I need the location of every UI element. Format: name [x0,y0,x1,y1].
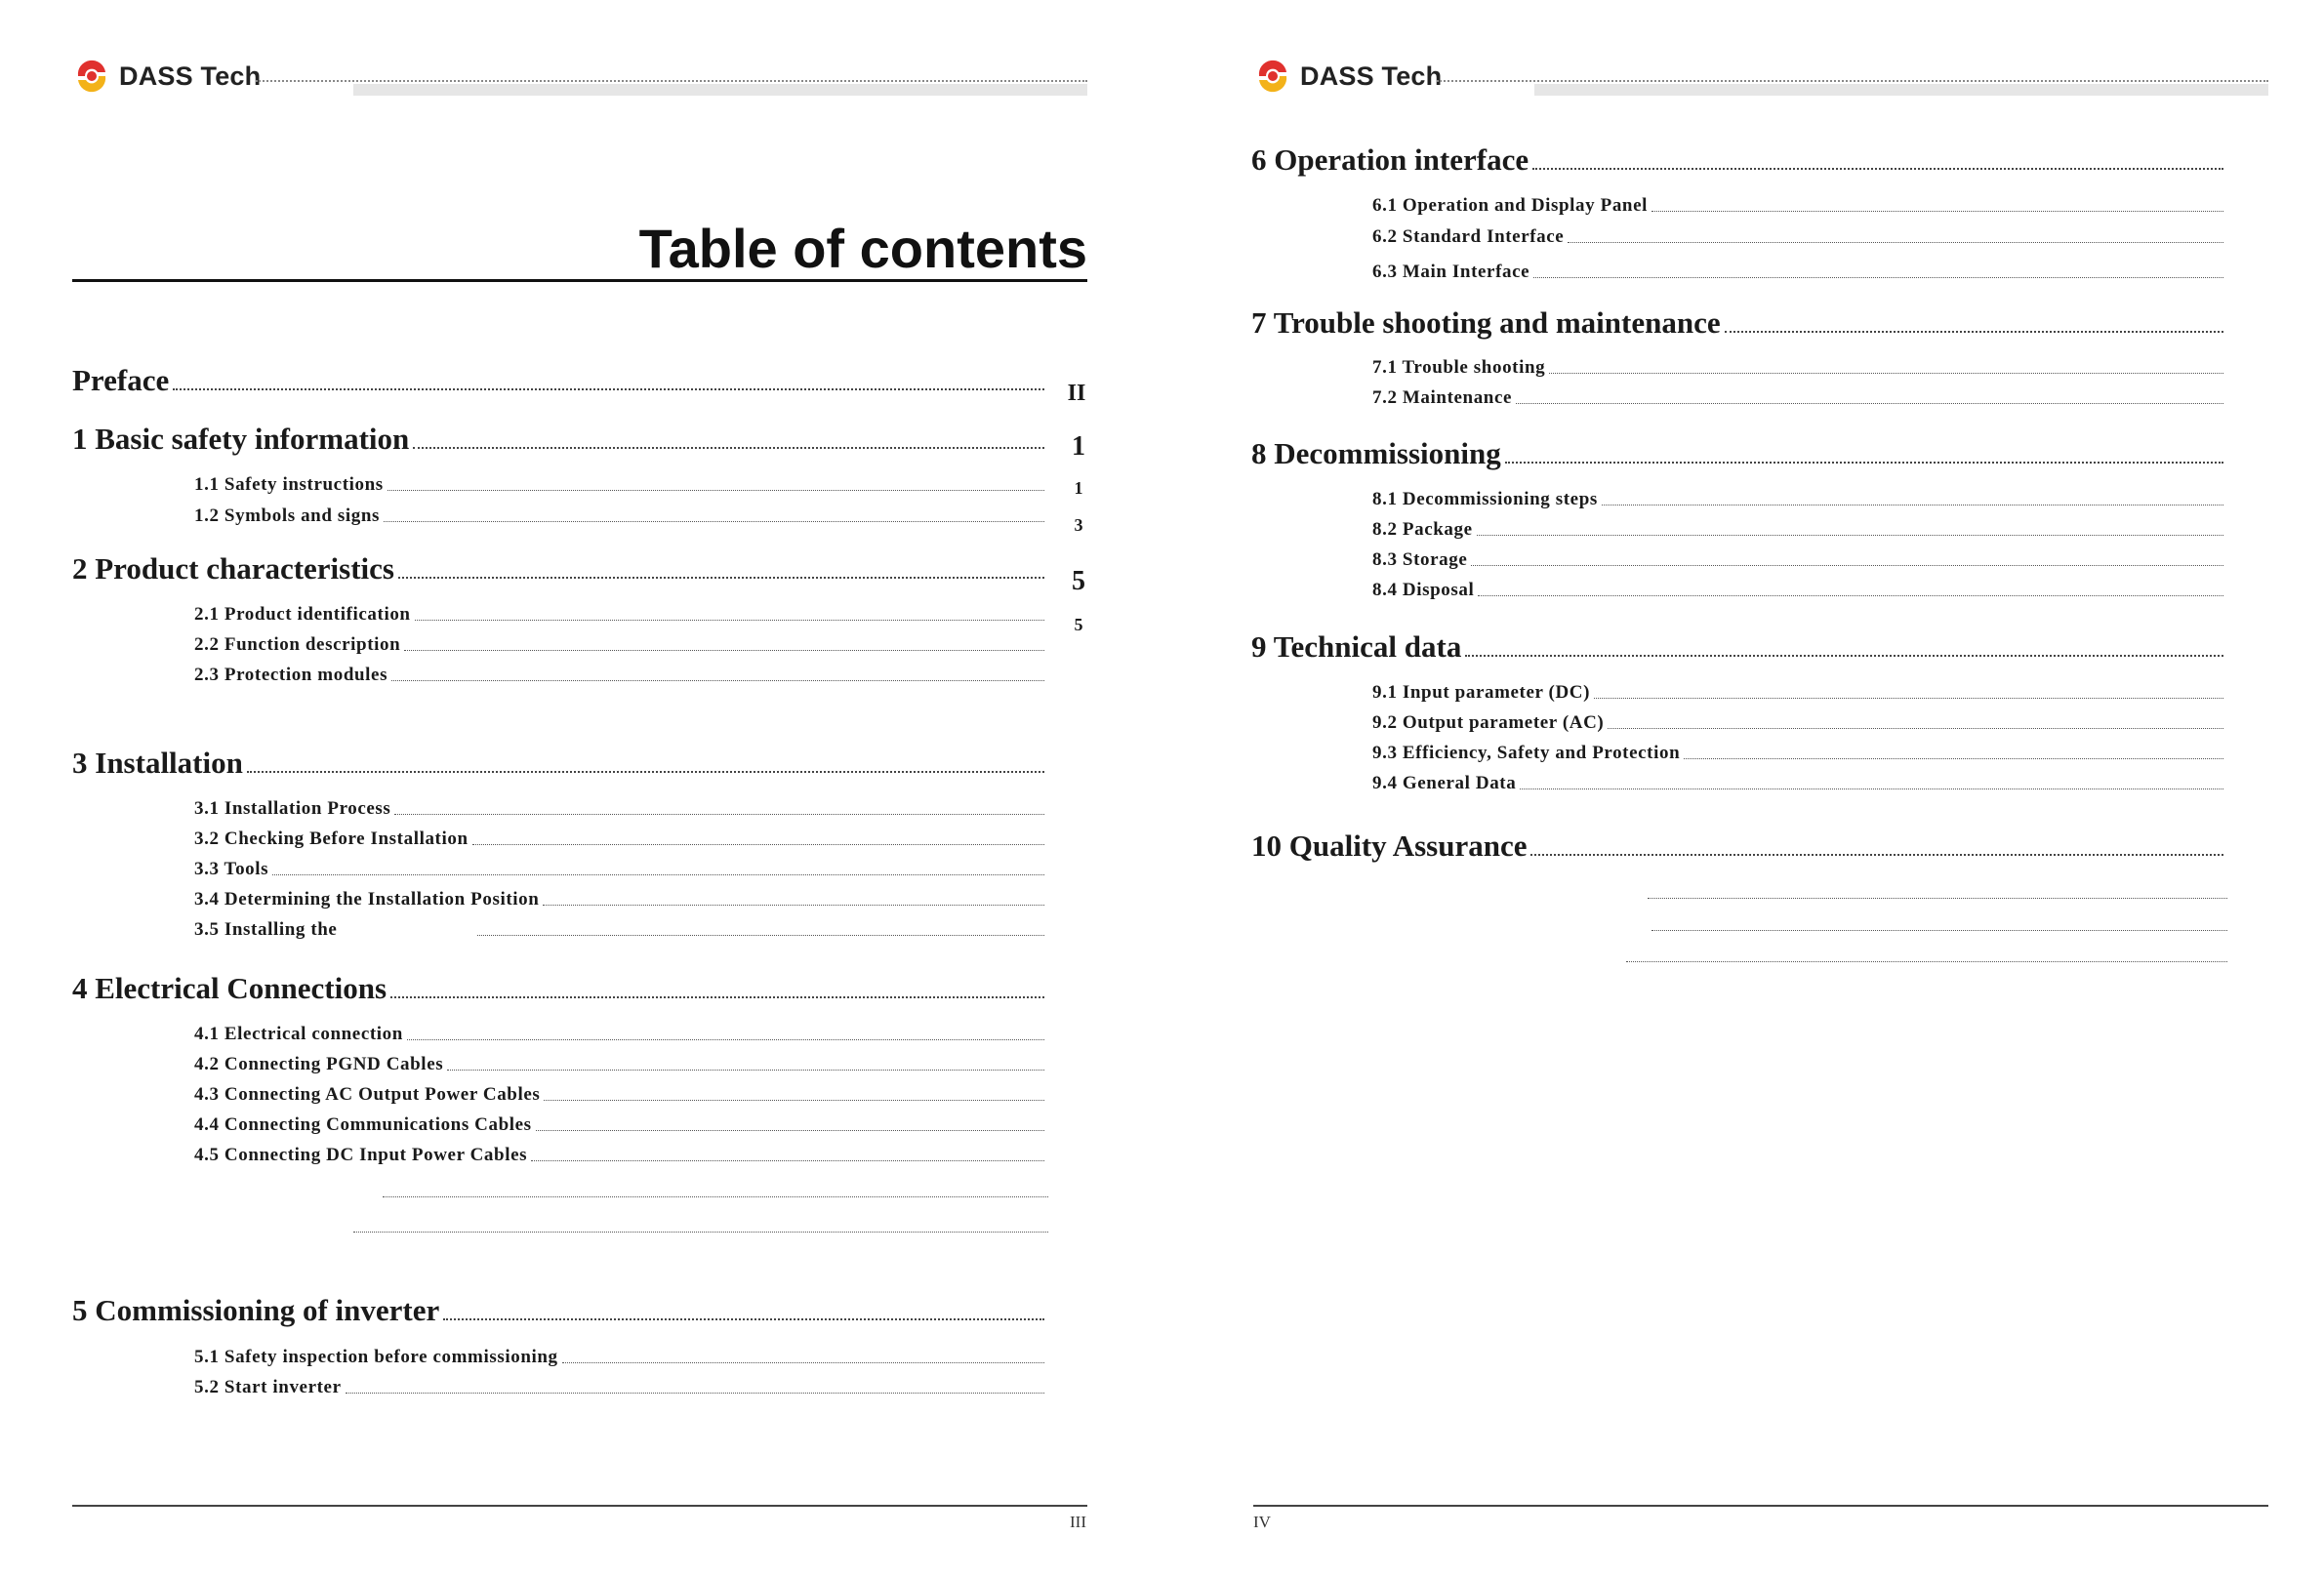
toc-label: 6.2 Standard Interface [1372,226,1565,247]
toc-label: 4.3 Connecting AC Output Power Cables [194,1084,541,1105]
toc-entry-chapter-5[interactable] [72,1293,1048,1328]
toc-label: 3.3 Tools [194,859,269,879]
toc-label: 4.1 Electrical connection [194,1024,403,1044]
toc-entry-chapter-7[interactable] [1251,305,2227,341]
right-page [1181,0,2324,1577]
toc-label: 4.5 Connecting DC Input Power Cables [194,1145,528,1165]
toc-entry-chapter-10[interactable] [1251,829,2227,864]
toc-page-number: 1 [1074,478,1083,498]
toc-entry-preface[interactable] [72,363,1048,398]
title-rule [72,279,1087,282]
toc-label: 5.1 Safety inspection before commissioning [194,1347,558,1367]
dot-leader [543,905,1044,906]
toc-page-number: 5 [1072,566,1085,596]
toc-label: 7 Trouble shooting and maintenance [1251,305,1721,340]
dot-leader [1684,758,2223,759]
dot-leader [1532,168,2223,170]
toc-entry-7-2[interactable] [1372,387,2227,409]
dot-leader [1594,698,2223,699]
toc-entry-8-4[interactable] [1372,580,2227,601]
footer-rule [72,1505,1087,1507]
toc-label: 6.1 Operation and Display Panel [1372,195,1648,216]
dot-leader [1626,961,2227,962]
toc-label: 7.2 Maintenance [1372,387,1513,408]
toc-entry-6-3[interactable] [1372,262,2227,283]
toc-entry-9-3[interactable] [1372,743,2227,764]
toc-entry-6-2[interactable] [1372,226,2227,248]
toc-entry-5-2[interactable] [194,1377,1048,1398]
header-dotted-rule [1437,80,2268,82]
toc-label: 1.1 Safety instructions [194,474,384,495]
dass-logo-icon [72,57,111,96]
header-dotted-rule [256,80,1087,82]
toc-label: 2.1 Product identification [194,604,411,625]
toc-entry-1-1[interactable] [194,474,1048,496]
toc-label: 8.3 Storage [1372,549,1468,570]
toc-entry-8-2[interactable] [1372,519,2227,541]
toc-page-number: 5 [1074,615,1083,634]
toc-label: 3.4 Determining the Installation Position [194,889,540,910]
dot-leader [1516,403,2223,404]
toc-entry-2-3[interactable] [194,665,1048,686]
toc-entry-8-3[interactable] [1372,549,2227,571]
toc-entry-2-1[interactable] [194,604,1048,626]
toc-label: 1 Basic safety information [72,422,410,456]
toc-label: 8.2 Package [1372,519,1473,540]
brand-name: DASS Tech [1300,61,1443,91]
toc-entry-3-1[interactable] [194,798,1048,820]
toc-entry-6-1[interactable] [1372,195,2227,217]
dot-leader [407,1039,1044,1040]
header-gray-bar [353,84,1087,96]
toc-label: 3.2 Checking Before Installation [194,829,469,849]
toc-entry-4-4[interactable] [194,1114,1048,1136]
brand-header [1253,57,1442,96]
toc-entry-chapter-2[interactable] [72,551,1048,586]
toc-entry-chapter-8[interactable] [1251,436,2227,471]
dot-leader [1651,930,2227,931]
toc-label: 8.1 Decommissioning steps [1372,489,1598,509]
dot-leader [247,771,1044,773]
dot-leader [562,1362,1044,1363]
toc-label: 2 Product characteristics [72,551,394,586]
dot-leader [387,490,1044,491]
toc-entry-4-3[interactable] [194,1084,1048,1106]
footer-rule [1253,1505,2268,1507]
brand-name: DASS Tech [119,61,262,91]
toc-entry-chapter-9[interactable] [1251,629,2227,665]
toc-label: 2.3 Protection modules [194,665,388,685]
dot-leader [1568,242,2223,243]
dot-leader [1651,211,2223,212]
dot-leader [394,814,1044,815]
dot-leader [1608,728,2223,729]
toc-label: 8.4 Disposal [1372,580,1475,600]
toc-entry-9-4[interactable] [1372,773,2227,794]
toc-label: 6.3 Main Interface [1372,262,1530,282]
toc-label: Preface [72,363,170,397]
toc-label: 9.3 Efficiency, Safety and Protection [1372,743,1681,763]
toc-label: 1.2 Symbols and signs [194,505,381,526]
dot-leader [536,1130,1044,1131]
dot-leader [1477,535,2223,536]
dot-leader [1549,373,2223,374]
dot-leader [173,388,1044,390]
dot-leader [353,1232,1048,1233]
dot-leader [1505,462,2223,464]
dot-leader [443,1318,1044,1320]
dot-leader [1648,898,2227,899]
toc-label: 5.2 Start inverter [194,1377,342,1397]
toc-entry-4-2[interactable] [194,1054,1048,1075]
dot-leader [531,1160,1044,1161]
dot-leader [1465,655,2223,657]
toc-entry-9-2[interactable] [1372,712,2227,734]
toc-entry-5-1[interactable] [194,1347,1048,1368]
toc-label: 10 Quality Assurance [1251,829,1528,863]
toc-entry-9-1[interactable] [1372,682,2227,704]
toc-page-number: 3 [1074,515,1083,535]
toc-label: 9 Technical data [1251,629,1462,664]
dot-leader [413,447,1044,449]
dot-leader [1478,595,2223,596]
toc-label: 4.2 Connecting PGND Cables [194,1054,444,1074]
toc-entry-3-4[interactable] [194,889,1048,910]
dot-leader [544,1100,1044,1101]
toc-label: 4.4 Connecting Communications Cables [194,1114,532,1135]
toc-label: 9.2 Output parameter (AC) [1372,712,1605,733]
toc-page-number: 1 [1072,431,1085,462]
dot-leader [346,1393,1044,1394]
dot-leader [1725,331,2223,333]
dot-leader [391,680,1044,681]
page-title: Table of contents [638,218,1087,279]
dot-leader [1520,788,2223,789]
dot-leader [384,521,1044,522]
toc-entry-4-5[interactable] [194,1145,1048,1166]
toc-entry-3-5[interactable] [194,919,1048,941]
dot-leader [1530,854,2223,856]
toc-label: 9.1 Input parameter (DC) [1372,682,1591,703]
toc-entry-4-1[interactable] [194,1024,1048,1045]
toc-label: 2.2 Function description [194,634,401,655]
toc-label: 3.5 Installing the [194,919,338,940]
header-gray-bar [1534,84,2268,96]
toc-entry-chapter-3[interactable] [72,746,1048,781]
dot-leader [390,996,1044,998]
toc-label: 7.1 Trouble shooting [1372,357,1546,378]
toc-entry-7-1[interactable] [1372,357,2227,379]
brand-header [72,57,261,96]
toc-entry-chapter-6[interactable] [1251,142,2227,178]
dass-logo-icon [1253,57,1292,96]
toc-entry-chapter-1[interactable] [72,422,1048,457]
toc-entry-2-2[interactable] [194,634,1048,656]
toc-label: 4 Electrical Connections [72,971,387,1005]
toc-label: 9.4 General Data [1372,773,1517,793]
dot-leader [272,874,1044,875]
dot-leader [1471,565,2223,566]
toc-label: 5 Commissioning of inverter [72,1293,440,1327]
dot-leader [398,577,1044,579]
toc-label: 8 Decommissioning [1251,436,1501,470]
toc-label: 3.1 Installation Process [194,798,391,819]
toc-page-number: II [1067,381,1086,406]
dot-leader [404,650,1044,651]
dot-leader [472,844,1044,845]
toc-entry-8-1[interactable] [1372,489,2227,510]
dot-leader [383,1196,1048,1197]
footer-page-number: III [1070,1513,1086,1531]
toc-entry-3-2[interactable] [194,829,1048,850]
dot-leader [477,935,1044,936]
footer-page-number: IV [1253,1513,1271,1531]
dot-leader [415,620,1044,621]
dot-leader [1533,277,2223,278]
toc-entry-1-2[interactable] [194,505,1048,527]
toc-label: 3 Installation [72,746,243,780]
toc-entry-chapter-4[interactable] [72,971,1048,1006]
toc-entry-3-3[interactable] [194,859,1048,880]
toc-label: 6 Operation interface [1251,142,1529,177]
dot-leader [447,1070,1044,1071]
